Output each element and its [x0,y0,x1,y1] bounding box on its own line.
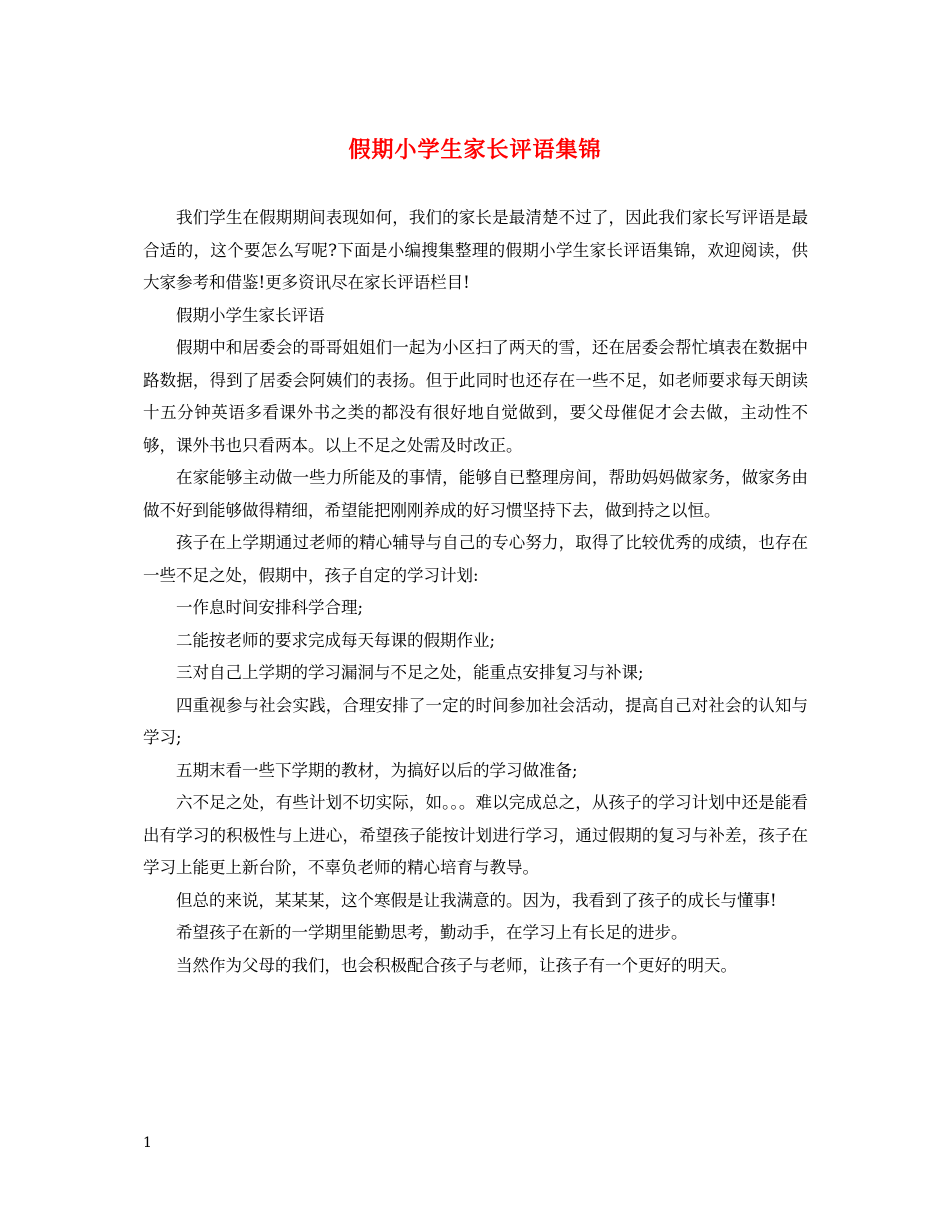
paragraph: 孩子在上学期通过老师的精心辅导与自己的专心努力，取得了比较优秀的成绩，也存在一些不足之处，假期中，孩子自定的学习计划: [143,533,808,585]
list-item: 一作息时间安排科学合理; [176,598,364,617]
list-item: 六不足之处，有些计划不切实际，如。。。难以完成总之，从孩子的学习计划中还是能看出有学习的积极性与上进心，希望孩子能按计划进行学习，通过假期的复习与补差，孩子在学习上能更上新台阶，不辜负老师的精心培育与教导。 [143,793,808,877]
list-item: 二能按老师的要求完成每天每课的假期作业; [176,630,496,650]
page-number: 1 [143,1135,152,1151]
list-item: 五期末看一些下学期的教材，为搞好以后的学习做准备; [176,760,578,780]
paragraph: 但总的来说，某某某，这个寒假是让我满意的。因为，我看到了孩子的成长与懂事! [176,890,777,910]
paragraph: 在家能够主动做一些力所能及的事情，能够自已整理房间，帮助妈妈做家务，做家务由做不好到能够做得精细，希望能把刚刚养成的好习惯坚持下去，做到持之以恒。 [143,468,808,520]
paragraph: 假期中和居委会的哥哥姐姐们一起为小区扫了两天的雪，还在居委会帮忙填表在数据中路数据，得到了居委会阿姨们的表扬。但于此同时也还存在一些不足，如老师要求每天朗读十五分钟英语多看课外书之类的都没有很好地自觉做到，要父母催促才会去做，主动性不够，课外书也只看两本。以上不足之处需及时改正。 [143,338,808,455]
paragraph: 希望孩子在新的一学期里能勤思考，勤动手，在学习上有长足的进步。 [176,923,688,942]
list-item: 四重视参与社会实践，合理安排了一定的时间参加社会活动，提高自己对社会的认知与学习; [143,695,808,747]
paragraph: 当然作为父母的我们，也会积极配合孩子与老师，让孩子有一个更好的明天。 [176,955,737,975]
paragraph-subheading: 假期小学生家长评语 [176,305,325,325]
paragraph-intro: 我们学生在假期期间表现如何，我们的家长是最清楚不过了，因此我们家长写评语是最合适的，这个要怎么写呢?下面是小编搜集整理的假期小学生家长评语集锦，欢迎阅读，供大家参考和借鉴!更多资讯尽在家长评语栏目! [143,208,808,292]
document-body [143,202,808,982]
list-item: 三对自己上学期的学习漏洞与不足之处，能重点安排复习与补课; [176,663,644,682]
document-title: 假期小学生家长评语集锦 [348,137,602,163]
